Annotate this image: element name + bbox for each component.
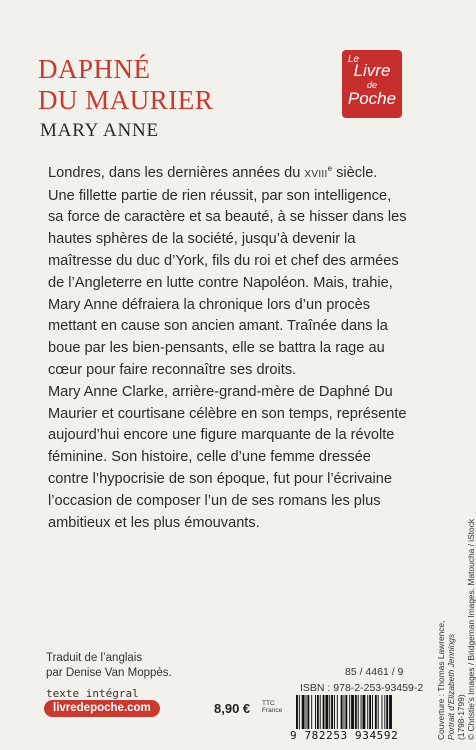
barcode-bar — [358, 695, 359, 731]
blurb-paragraph-1 — [48, 158, 408, 382]
price-suffix — [262, 700, 282, 714]
barcode-bar — [363, 695, 366, 731]
cover-credit-line-1 — [436, 400, 466, 740]
barcode-bar — [351, 695, 354, 731]
barcode-bar — [345, 695, 347, 731]
barcode-bar — [317, 695, 319, 731]
cover-credit — [436, 400, 476, 740]
le-livre-de-poche-logo — [342, 50, 402, 118]
barcode-bar — [331, 695, 333, 731]
author-first-name: DAPHNÉ — [38, 54, 151, 84]
barcode-bar — [306, 695, 307, 731]
barcode-bar — [307, 695, 309, 731]
barcode-bar — [369, 695, 371, 731]
century-superscript: e — [327, 164, 333, 173]
barcode-bar — [329, 695, 330, 731]
barcode-bar — [375, 695, 377, 731]
translator-credit — [46, 651, 172, 681]
blurb-paragraph-2: Mary Anne Clarke, arrière-grand-mère de Daphné Du Maurier et courtisane célèbre en son temps, représente aujourd’hui encore une figure marquante de la révolte féminine. Son histoire, celle d’une femme dressée contre l’hypocrisie de son époque, fut pour l’écrivaine l’occasion de composer l’un de ses romans les plus ambitieux et les plus émouvants. — [48, 383, 407, 531]
barcode-bar — [341, 695, 343, 731]
logo-de: de — [366, 80, 377, 90]
price-country: France — [262, 707, 283, 714]
barcode-bar — [311, 695, 312, 731]
barcode-bar — [389, 695, 392, 731]
barcode-bar — [344, 695, 345, 731]
back-cover-blurb — [48, 158, 408, 534]
blurb-p1-end: siècle. Une fillette partie de rien réussit, par son intelligence, sa force de caractère et sa beauté, à se hisser dans les hautes sphères de la société, jusqu’à devenir la maîtresse du duc d’York, fils du roi et chef des armées de l’Angleterre en lutte contre Napoléon. Mais, trahie, Mary Anne défraiera la chronique lors d’un procès mettant en cause son ancien amant. Traînée dans la boue par les bien-pensants, elle se battra la rage au cœur pour faire reconnaître ses droits. — [48, 164, 407, 379]
barcode-bar — [337, 695, 338, 731]
barcode-bar — [334, 695, 335, 731]
barcode-bar — [355, 695, 357, 731]
barcode-bar — [296, 695, 298, 731]
barcode-bar — [302, 695, 305, 731]
barcode-bar — [315, 695, 316, 731]
cover-credit-line-2: © Christie’s Images / Bridgeman Images. Matoucha / iStock — [466, 518, 476, 740]
price: 8,90 € — [214, 701, 251, 716]
barcode-bar — [320, 695, 321, 731]
isbn: ISBN : 978-2-253-93459-2 — [300, 682, 424, 694]
credit-artwork: Portrait d’Elizabeth Jennings — [446, 633, 456, 740]
translator-line-2: par Denise Van Moppès. — [46, 667, 172, 679]
blurb-p1-start: Londres, dans les dernières années du — [48, 164, 305, 181]
book-title: MARY ANNE — [40, 120, 159, 141]
credit-dates: (1798-1799) — [456, 694, 466, 740]
website-link[interactable]: livredepoche.com — [44, 700, 160, 717]
barcode-bar — [349, 695, 350, 731]
barcode-bar — [384, 695, 385, 731]
author-name — [38, 54, 213, 116]
credit-prefix: Couverture : Thomas Lawrence, — [436, 620, 446, 740]
barcode-bar — [299, 695, 300, 731]
price-ttc: TTC — [262, 700, 275, 707]
barcode-bar — [382, 695, 383, 731]
century-numeral: XVIII — [304, 168, 328, 180]
barcode-bar — [378, 695, 379, 731]
barcode-bars — [294, 695, 420, 731]
barcode-bar — [367, 695, 368, 731]
barcode-bar — [361, 695, 362, 731]
reference-number: 85 / 4461 / 9 — [345, 666, 404, 678]
barcode-bar — [325, 695, 328, 731]
barcode-bar — [323, 695, 325, 731]
edition-note: texte intégral — [46, 687, 139, 700]
logo-le: Le — [348, 54, 360, 65]
logo-poche: Poche — [347, 89, 397, 108]
barcode-bar — [386, 695, 388, 731]
author-last-name: DU MAURIER — [38, 85, 214, 115]
barcode-number: 9 782253 934592 — [290, 729, 420, 742]
translator-line-1: Traduit de l’anglais — [46, 652, 143, 664]
barcode-bar — [372, 695, 373, 731]
logo-livre: Livre — [353, 61, 391, 80]
